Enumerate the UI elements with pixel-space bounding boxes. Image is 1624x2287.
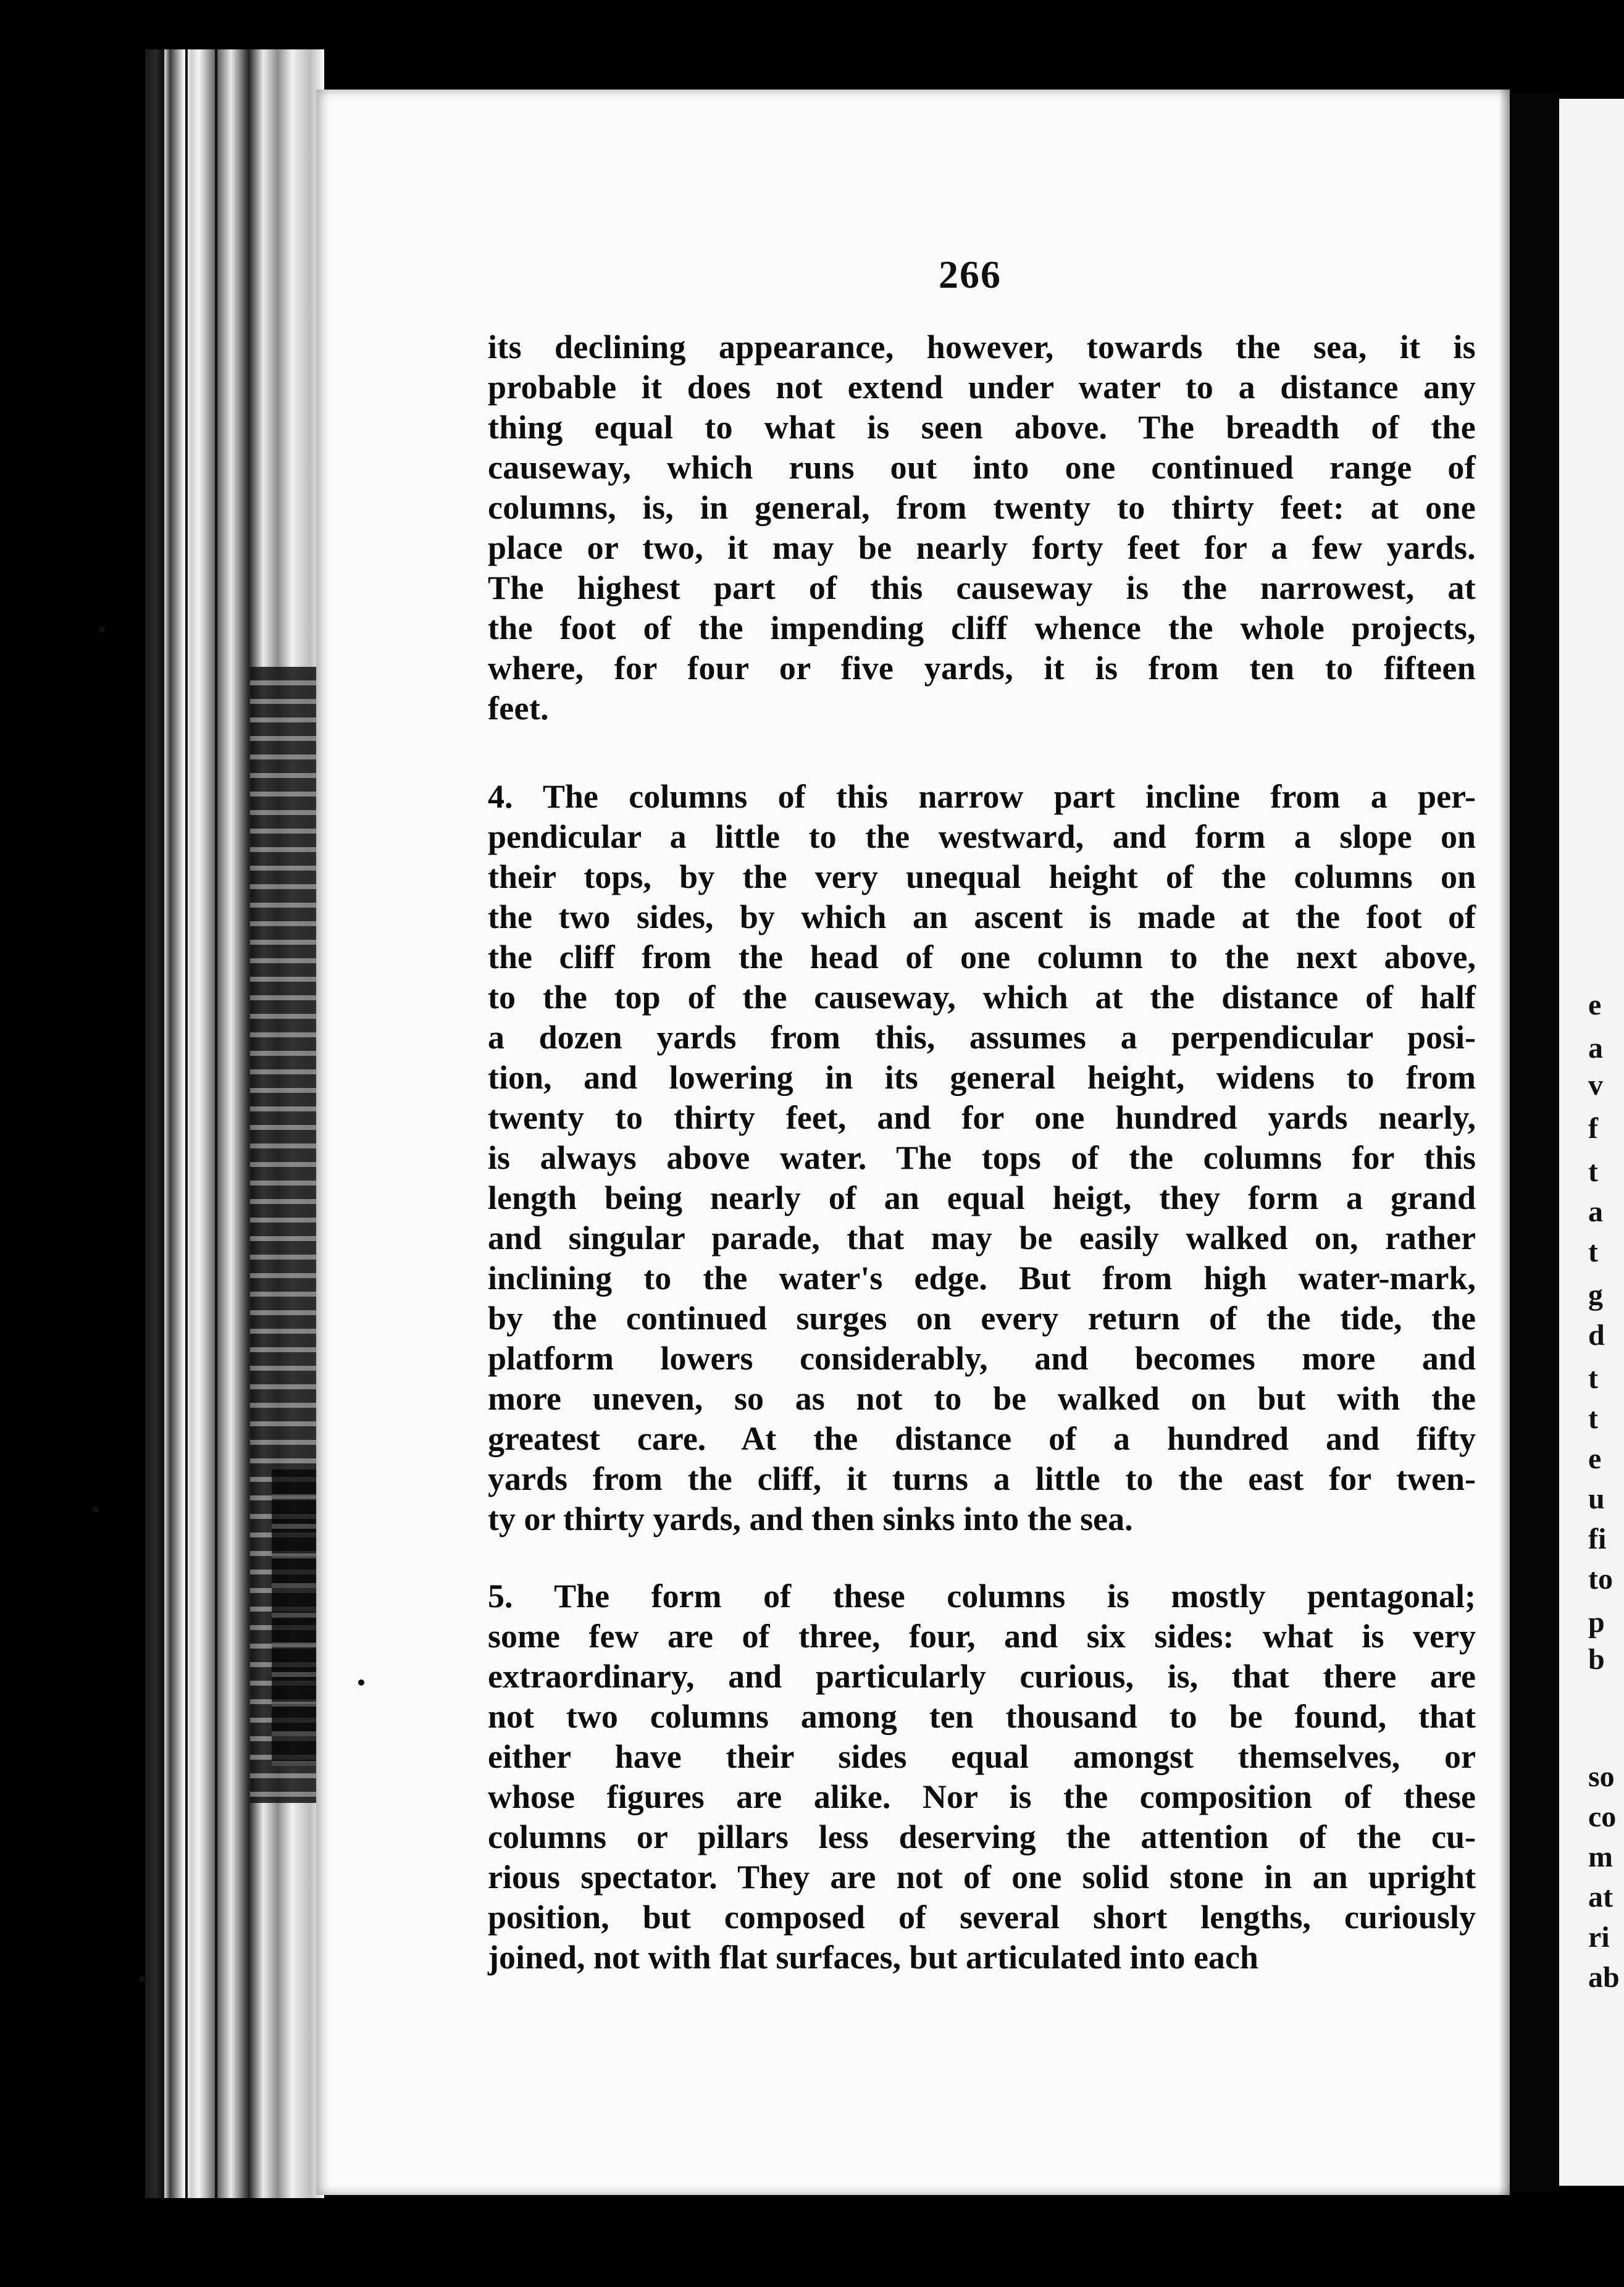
text-line: joined, not with flat surfaces, but articulated into each (488, 1939, 1258, 1976)
facing-page-fragment: g (1588, 1279, 1603, 1311)
text-line: thing equal to what is seen above. The breadth of the (488, 409, 1476, 446)
text-line: the cliff from the head of one column to the next above, (488, 939, 1476, 976)
facing-page-fragment: t (1588, 1155, 1598, 1188)
text-line: probable it does not extend under water to a distance any (488, 369, 1476, 406)
text-line: twenty to thirty feet, and for one hundred yards nearly, (488, 1099, 1476, 1136)
text-line: some few are of three, four, and six sides: what is very (488, 1618, 1476, 1655)
speck (93, 1507, 99, 1513)
text-line: not two columns among ten thousand to be found, that (488, 1698, 1476, 1735)
facing-page-fragment: a (1588, 1195, 1603, 1228)
facing-page-fragment: so (1588, 1760, 1615, 1793)
facing-page-fragment: co (1588, 1800, 1617, 1833)
text-line: 5. The form of these columns is mostly pentagonal; (488, 1578, 1476, 1615)
text-line: The highest part of this causeway is the narrowest, at (488, 569, 1476, 606)
text-line: is always above water. The tops of the columns for this (488, 1139, 1476, 1176)
text-line: 4. The columns of this narrow part incline from a per- (488, 778, 1476, 815)
paragraph-gap (488, 1539, 1476, 1576)
text-line: its declining appearance, however, towards the sea, it is (488, 328, 1476, 366)
facing-page-fragment: m (1588, 1841, 1613, 1873)
text-line: position, but composed of several short lengths, curiously (488, 1899, 1476, 1936)
body-text (488, 327, 1476, 1978)
paragraph-gap (488, 729, 1476, 777)
text-line: a dozen yards from this, assumes a perpendicular posi- (488, 1019, 1476, 1056)
facing-page-fragment: ri (1588, 1921, 1610, 1954)
text-line: place or two, it may be nearly forty feet for a few yards. (488, 529, 1476, 566)
paragraph (488, 1576, 1476, 1978)
text-line: yards from the cliff, it turns a little to the east for twen- (488, 1460, 1476, 1497)
text-line: length being nearly of an equal heigt, they form a grand (488, 1179, 1476, 1216)
text-line: inclining to the water's edge. But from high water-mark, (488, 1260, 1476, 1297)
facing-page-fragment: at (1588, 1881, 1613, 1913)
text-line: the foot of the impending cliff whence the whole projects, (488, 609, 1476, 646)
text-line: causeway, which runs out into one continued range of (488, 449, 1476, 486)
edge-line (185, 49, 188, 2198)
facing-page-fragment: t (1588, 1235, 1598, 1268)
edge-stamp (272, 1470, 321, 1766)
text-line: feet. (488, 690, 549, 727)
text-line: platform lowers considerably, and becomes more and (488, 1340, 1476, 1377)
speck (99, 627, 105, 633)
speck (358, 1679, 364, 1686)
facing-page-fragment: a (1588, 1032, 1603, 1064)
text-line: columns, is, in general, from twenty to thirty feet: at one (488, 489, 1476, 526)
facing-page-fragment: p (1588, 1606, 1605, 1639)
facing-page-fragment: u (1588, 1482, 1605, 1515)
facing-page-fragment: d (1588, 1319, 1605, 1352)
text-line: where, for four or five yards, it is from ten to fifteen (488, 650, 1476, 687)
text-line: tion, and lowering in its general height, widens to from (488, 1059, 1476, 1096)
speck (139, 1976, 145, 1982)
text-line: to the top of the causeway, which at the distance of half (488, 979, 1476, 1016)
text-line: by the continued surges on every return of the tide, the (488, 1300, 1476, 1337)
edge-line (162, 49, 164, 2198)
gutter (1510, 93, 1559, 2192)
text-line: rious spectator. They are not of one solid stone in an upright (488, 1858, 1476, 1896)
facing-page-fragment: v (1588, 1069, 1603, 1102)
facing-page-fragment: to (1588, 1563, 1613, 1595)
text-line: columns or pillars less deserving the attention of the cu- (488, 1818, 1476, 1855)
facing-page-fragment: t (1588, 1402, 1598, 1435)
facing-page-fragment: e (1588, 989, 1602, 1021)
text-line: pendicular a little to the westward, and form a slope on (488, 818, 1476, 855)
text-line: their tops, by the very unequal height of the columns on (488, 858, 1476, 895)
paragraph (488, 777, 1476, 1539)
facing-page-fragment: b (1588, 1643, 1605, 1676)
text-line: ty or thirty yards, and then sinks into the sea. (488, 1500, 1133, 1537)
text-line: and singular parade, that may be easily walked on, rather (488, 1219, 1476, 1256)
facing-page-fragment: f (1588, 1112, 1598, 1145)
text-line: extraordinary, and particularly curious, is, that there are (488, 1658, 1476, 1695)
paragraph (488, 327, 1476, 729)
text-line: more uneven, so as not to be walked on but with the (488, 1380, 1476, 1417)
facing-page-fragment: t (1588, 1362, 1598, 1395)
text-line: either have their sides equal amongst themselves, or (488, 1738, 1476, 1775)
facing-page-fragment: e (1588, 1442, 1602, 1475)
text-line: greatest care. At the distance of a hundred and fifty (488, 1420, 1476, 1457)
facing-page-fragment: ab (1588, 1961, 1620, 1994)
facing-page-fragment: fi (1588, 1523, 1607, 1555)
edge-line (215, 49, 217, 2198)
page-number: 266 (939, 253, 1002, 296)
text-line: the two sides, by which an ascent is made at the foot of (488, 898, 1476, 935)
text-line: whose figures are alike. Nor is the composition of these (488, 1778, 1476, 1815)
